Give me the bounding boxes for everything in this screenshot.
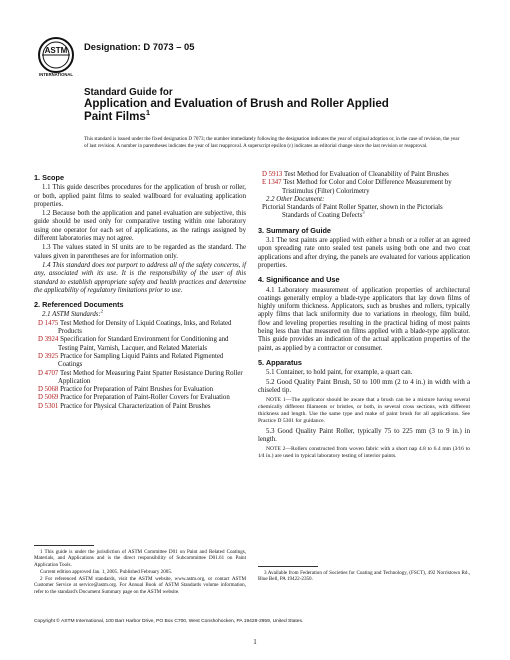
reference-code-link[interactable]: D 3925 [38,352,59,360]
issuance-notice: This standard is issued under the fixed designation D 7073; the number immediately following the designation indicates the year of original adoption or, in the case of revision, the year of last revision. A number in parentheses indicates the year of last reapproval. A superscript epsilon (ε) indicates an editorial change since the last revision or reapproval. [84,136,460,149]
section-heading-significance: 4. Significance and Use [258,275,340,285]
reference-code-link[interactable]: D 5301 [38,402,59,410]
section-heading-scope: 1. Scope [34,173,65,182]
reference-title: Practice for Preparation of Paint-Roller Covers for Evaluation [60,394,230,402]
footnote-rule-right [258,566,318,567]
scope-1-4: 1.4 This standard does not purport to address all of the safety concerns, if any, associated with its use. It is the responsibility of the user of this standard to establish appropriate safety and health practices and determine the applicability of regulatory limitations prior to use. [34,261,246,294]
scope-1-2: 1.2 Because both the application and panel evaluation are subjective, this guide should be used only for comparative testing within one laboratory using one operator for each set of applications, as the ratings assigned by different laboratories may not agree. [34,210,246,243]
footnote: 2 For referenced ASTM standards, visit the ASTM website, www.astm.org, or contact ASTM Customer Service at service@astm.org. For Annual Book of ASTM Standards volume information, refer to the standard's Document Summary page on the ASTM website. [34,576,246,595]
logo-subtext: INTERNATIONAL [39,72,73,77]
section-heading-summary: 3. Summary of Guide [258,225,331,235]
reference-code-link[interactable]: D 5068 [38,386,59,394]
reference-item [258,171,470,179]
apparatus-5-2: 5.2 Good Quality Paint Brush, 50 to 100 mm (2 to 4 in.) in width with a chiseled tip. [258,378,470,394]
note-1: NOTE 1—The applicator should be aware that a brush can be a mixture having several chemically different filaments or bristles, or both, in several cross sections, with different thickness and length. Use the same type and make of paint brush for all applications. See Practice D 5301 for guidance. [258,397,470,424]
reference-title: Test Method for Density of Liquid Coatings, Inks, and Related Products [58,319,232,336]
reference-item [34,353,246,370]
reference-item [34,370,246,387]
reference-title: Test Method for Color and Color Difference Measurement by Tristimulus (Filter) Colorimetry [282,179,452,195]
reference-list-continued [258,171,470,196]
footnote: Current edition approved Jan. 1, 2005. Published February 2005. [40,568,173,575]
note-2: NOTE 2—Rollers constructed from woven fabric with a short nap 4.8 to 6.4 mm (3⁄16 to 1⁄4 in.) are used in typical laboratory testing of interior paints. [258,446,470,460]
scope-1-3: 1.3 The values stated in SI units are to be regarded as the standard. The values given in parentheses are for information only. [34,244,246,260]
reference-item [34,386,246,394]
footnote-right: 3 Available from Federation of Societies for Coating and Technology, (FSCT), 492 Norristown Rd., Blue Bell, PA 19422-2350. [258,570,470,583]
reference-title: Practice for Physical Characterization of Paint Brushes [60,402,211,410]
reference-item [34,403,246,411]
right-column [258,171,470,463]
section-heading-referenced: 2. Referenced Documents [34,300,124,310]
other-document: Pictorial Standards of Paint Roller Spatter, shown in the Pictorials Standards of Coating Defects$^3$ [262,204,443,220]
reference-item [34,394,246,402]
reference-code-link[interactable]: D 5913 [262,171,283,178]
footnote: 1 This guide is under the jurisdiction of ASTM Committee D01 on Paint and Related Coatings, Materials, and Applications and is the direct responsibility of Subcommittee D01.61 on Paint Application Tools. [34,549,246,568]
page-number: 1 [253,638,257,646]
reference-title: Specification for Standard Environment for Conditioning and Testing Paint, Varnish, Lacquer, and Related Materials [58,336,229,352]
reference-list [34,320,246,411]
reference-item [258,179,470,196]
reference-title: Test Method for Evaluation of Cleanability of Paint Brushes [283,171,449,178]
apparatus-5-3: 5.3 Good Quality Paint Roller, typically 75 to 225 mm (3 to 9 in.) in length. [258,427,470,444]
footnotes-left [34,549,246,596]
scope-1-1: 1.1 This guide describes procedures for the application of brush or roller, or both, applied paint films to sealed wallboard for evaluating application properties. [34,184,246,208]
section-heading-apparatus: 5. Apparatus [258,357,302,367]
astm-logo [34,34,78,78]
reference-code-link[interactable]: D 1475 [38,319,59,327]
reference-title: Practice for Preparation of Paint Brushes for Evaluation [60,386,214,394]
reference-item [34,320,246,337]
copyright-line: Copyright © ASTM International, 100 Barr Harbor Drive, PO Box C700, West Conshohocken, PA 19428-2959, United States. [34,619,304,624]
reference-code-link[interactable]: E 1347 [262,179,282,187]
left-column [34,171,246,411]
reference-code-link[interactable]: D 4707 [38,369,59,377]
reference-title: Practice for Sampling Liquid Paints and Related Pigmented Coatings [58,352,224,369]
reference-code-link[interactable]: D 5069 [38,394,59,402]
other-document-subheading: 2.2 Other Document: [266,195,325,203]
apparatus-5-1: 5.1 Container, to hold paint, for example, a quart can. [266,369,413,377]
footnote-rule-left [34,545,94,546]
title-line-1: Standard Guide for [84,87,173,98]
title-line-3: Paint Films$^1$ [84,107,151,123]
title-line-2: Application and Evaluation of Brush and Roller Applied [84,97,389,110]
designation: Designation: D 7073 – 05 [84,41,195,52]
reference-code-link[interactable]: D 3924 [38,336,59,344]
summary-3-1: 3.1 The test paints are applied with either a brush or a roller at an agreed upon spreading rate onto sealed test panels using both one and two coat applications and after drying, the panels are evaluated for various application properties. [258,237,470,269]
reference-item [34,336,246,353]
reference-title: Test Method for Measuring Paint Spatter Resistance During Roller Application [58,369,243,385]
astm-standards-subheading: 2.1 ASTM Standards:$^2$ [42,309,103,319]
document-title [84,87,484,123]
logo-text: ASTM [44,46,68,55]
significance-4-1: 4.1 Laboratory measurement of application properties of architectural coatings generally employ a blade-type applicators that lay down films of highly uniform thickness. Applicators, such as brushes and rollers, typically apply films that lack uniformity due to variations in rheology, film build, flow and leveling properties resulting in the practical hiding of most paints being less than that measured on films applied with a blade-type applicator. This guide provides an indication of the actual application properties of the paint, as applied by a contractor or consumer. [258,286,470,352]
